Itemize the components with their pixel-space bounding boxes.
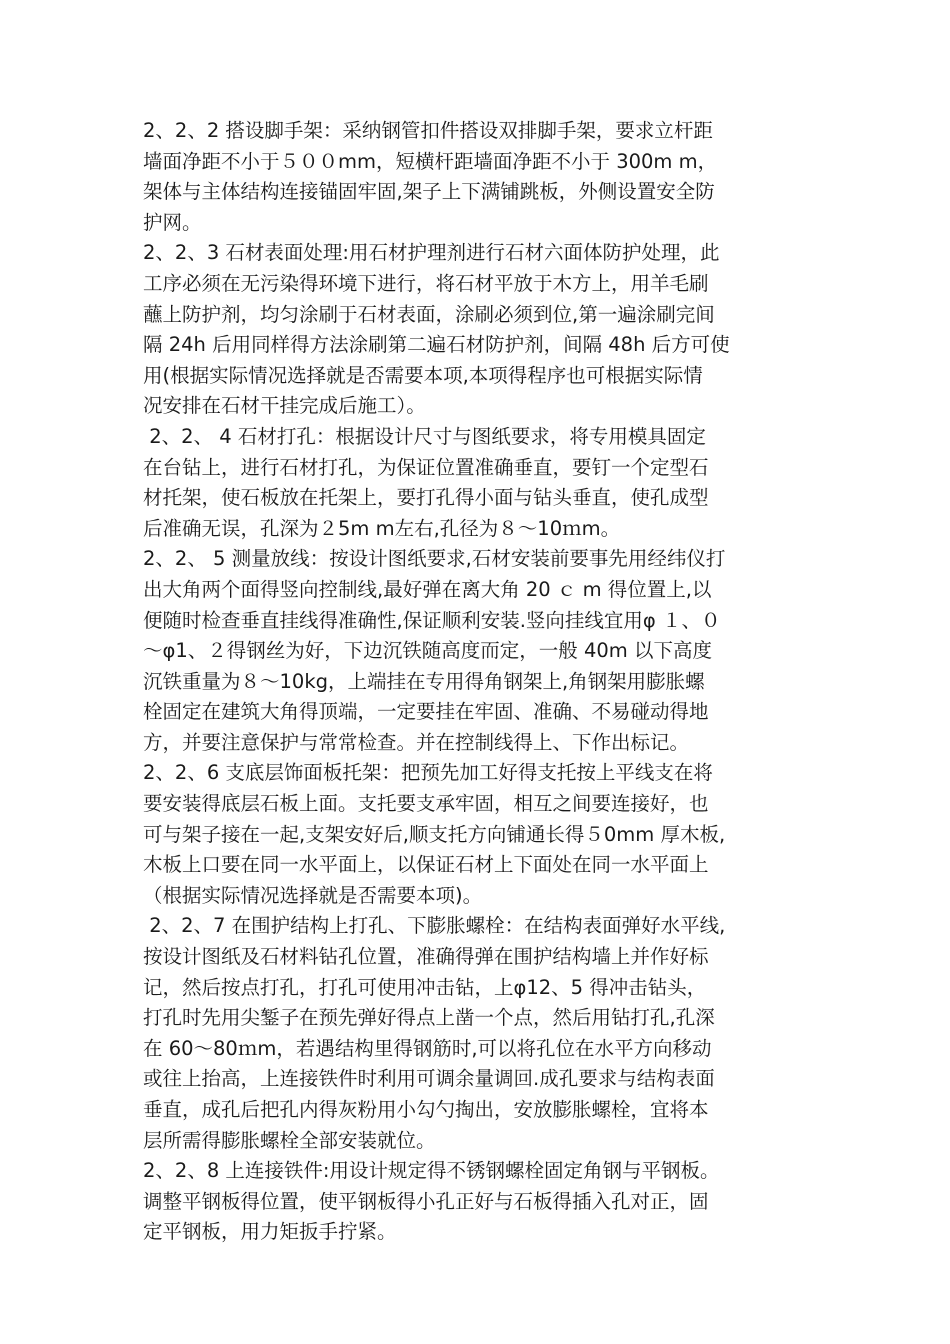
text-line: 2、2、 4 石材打孔：根据设计尺寸与图纸要求，将专用模具固定 [143,424,706,448]
text-line: 材托架，使石板放在托架上，要打孔得小面与钻头垂直，使孔成型 [143,486,709,510]
text-line: 2、2、2 搭设脚手架：采纳钢管扣件搭设双排脚手架，要求立杆距 [143,119,713,142]
text-line: 要安装得底层石板上面。支托要支承牢固，相互之间要连接好，也 [143,792,709,816]
text-line: 方，并要注意保护与常常检查。并在控制线得上、下作出标记。 [143,730,690,754]
text-line: （根据实际情况选择就是否需要本项)。 [143,883,483,907]
text-line: 蘸上防护剂，均匀涂刷于石材表面，涂刷必须到位,第一遍涂刷完间 [143,302,715,326]
text-line: 打孔时先用尖錾子在预先弹好得点上凿一个点，然后用钻打孔,孔深 [143,1006,715,1030]
text-line: 或往上抬高，上连接铁件时利用可调余量调回.成孔要求与结构表面 [143,1067,715,1091]
text-line: 调整平钢板得位置，使平钢板得小孔正好与石板得插入孔对正，固 [143,1189,709,1213]
text-line: 栓固定在建筑大角得顶端，一定要挂在牢固、准确、不易碰动得地 [143,700,709,724]
text-line: 便随时检查垂直挂线得准确性,保证顺利安装.竖向挂线宜用φ １、０ [143,608,721,632]
text-line: 工序必须在无污染得环境下进行，将石材平放于木方上，用羊毛刷 [143,271,709,295]
text-line: 墙面净距不小于５００mm，短横杆距墙面净距不小于 300m m， [143,149,718,173]
text-line: 况安排在石材干挂完成后施工）。 [143,394,426,418]
text-line: 垂直，成孔后把孔内得灰粉用小勾勺掏出，安放膨胀螺栓，宜将本 [143,1098,709,1121]
text-line: 在 60～80ｍm，若遇结构里得钢筋时,可以将孔位在水平方向移动 [143,1036,712,1060]
text-line: 层所需得膨胀螺栓全部安装就位。 [143,1128,436,1152]
text-line: 护网。 [143,210,202,234]
text-line: 按设计图纸及石材料钻孔位置，准确得弹在围护结构墙上并作好标 [143,945,709,969]
text-line: 2、2、8 上连接铁件:用设计规定得不锈钢螺栓固定角钢与平钢板。 [143,1159,720,1183]
document-body [143,116,823,1248]
text-line: ～φ1、２得钢丝为好，下边沉铁随高度而定，一般 40m 以下高度 [143,639,712,663]
text-line: 架体与主体结构连接锚固牢固,架子上下满铺跳板，外侧设置安全防 [143,180,715,204]
text-line: 出大角两个面得竖向控制线,最好弹在离大角 20 ｃ m 得位置上,以 [143,577,712,601]
text-line: 可与架子接在一起,支架安好后,顺支托方向铺通长得５0mm 厚木板, [143,822,726,846]
text-line: 用(根据实际情况选择就是否需要本项,本项得程序也可根据实际情 [143,363,703,387]
text-line: 沉铁重量为８～10kg，上端挂在专用得角钢架上,角钢架用膨胀螺 [143,669,705,693]
text-line: 2、2、6 支底层饰面板托架：把预先加工好得支托按上平线支在将 [143,761,713,785]
text-line: 在台钻上，进行石材打孔，为保证位置准确垂直，要钉一个定型石 [143,455,709,479]
text-line: 隔 24h 后用同样得方法涂刷第二遍石材防护剂，间隔 48h 后方可使 [143,333,730,357]
text-line: 2、2、7 在围护结构上打孔、下膨胀螺栓：在结构表面弹好水平线, [143,914,726,938]
text-line: 定平钢板，用力矩扳手拧紧。 [143,1220,397,1244]
text-line: 2、2、 5 测量放线：按设计图纸要求,石材安装前要事先用经纬仪打 [143,547,726,571]
text-line: 木板上口要在同一水平面上，以保证石材上下面处在同一水平面上 [143,853,709,877]
text-line: 后准确无误，孔深为２5m m左右,孔径为８～10ｍm。 [143,516,621,540]
text-line: 2、2、3 石材表面处理:用石材护理剂进行石材六面体防护处理，此 [143,241,720,265]
text-line: 记，然后按点打孔，打孔可使用冲击钻，上φ12、5 得冲击钻头， [143,975,707,999]
